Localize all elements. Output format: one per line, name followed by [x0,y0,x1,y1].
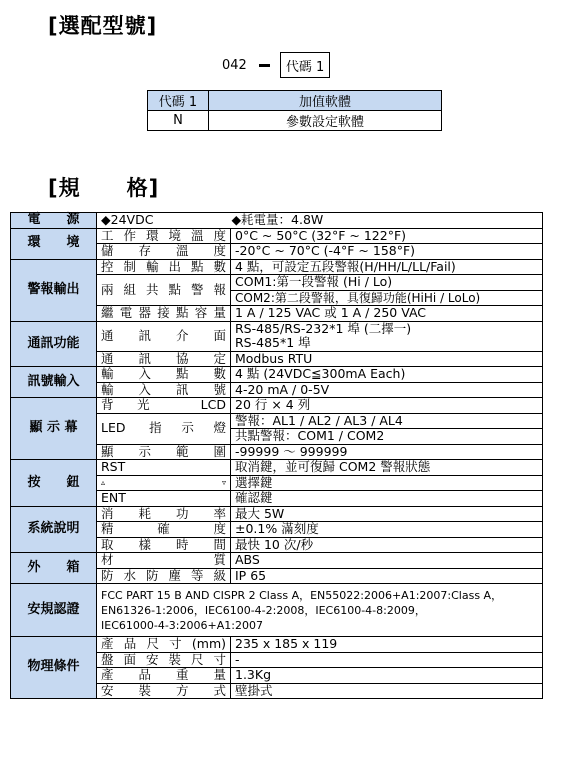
key-label-ent: ENT [97,491,231,507]
cert-line: IEC61000-4-3:2006+A1:2007 [101,618,263,632]
physical-value: 壁掛式 [231,683,543,699]
display-value: 共點警報：COM1 / COM2 [231,429,543,445]
options-header-software: 加值軟體 [209,91,442,111]
comm-label: 通訊協定 [97,351,231,367]
alarm-label: 控制輸出點數 [97,259,231,275]
display-label: 背光 LCD [97,398,231,414]
display-label: LED 指示燈 [97,413,231,444]
options-table [147,90,442,131]
spec-cat-keys: 按 鈕 [11,460,97,507]
physical-value: 1.3Kg [231,668,543,684]
options-cell-software: 參數設定軟體 [209,111,442,131]
spec-cat-physical: 物理條件 [11,637,97,699]
display-value: 警報：AL1 / AL2 / AL3 / AL4 [231,413,543,429]
keys-value: 選擇鍵 [231,475,543,491]
table-row [11,367,543,383]
spec-cat-env: 環 境 [11,228,97,259]
power-consumption: ◆耗電量：4.8W [231,212,324,227]
key-label-arrows [97,475,231,491]
options-cell-code: N [148,111,209,131]
key-label-rst: RST [97,460,231,476]
spec-cat-comm: 通訊功能 [11,321,97,367]
spec-table [10,212,543,699]
env-label: 工作環境溫度 [97,228,231,244]
spec-heading [48,172,159,202]
comm-interface-line1: RS-485/RS-232*1 埠 (二擇一) [235,320,412,336]
spec-cat-cert: 安規認證 [11,584,97,637]
up-arrow-icon: ▵ [101,477,106,487]
table-row [11,321,543,351]
signal-value: 4-20 mA / 0-5V [231,382,543,398]
cert-line: FCC PART 15 B AND CISPR 2 Class A，EN55022:2006+A1:2007:Class A， [101,588,503,602]
physical-label: 盤面安裝尺寸 [97,652,231,668]
case-label: 防水防塵等級 [97,568,231,584]
case-value: ABS [231,553,543,569]
table-row [11,213,543,229]
system-label: 精確度 [97,522,231,538]
spec-cat-case: 外 箱 [11,553,97,584]
signal-value: 4 點 (24VDC≦300mA Each) [231,367,543,383]
system-value: ±0.1% 滿刻度 [231,522,543,538]
comm-label: 通訊介面 [97,321,231,351]
alarm-value: COM2:第二段警報，具復歸功能(HiHi / LoLo) [231,290,543,306]
down-arrow-icon: ▿ [221,477,226,487]
options-header-code: 代碼 1 [148,91,209,111]
table-row [11,637,543,653]
model-code-box: 代碼 1 [280,52,330,78]
table-row [11,259,543,275]
cert-value [97,584,543,637]
power-voltage: ◆24VDC [101,212,154,227]
keys-value: 取消鍵，並可復歸 COM2 警報狀態 [231,460,543,476]
system-label: 取樣時間 [97,537,231,553]
spec-power-value [97,213,543,229]
env-label: 儲存溫度 [97,244,231,260]
table-row [11,506,543,522]
comm-value: Modbus RTU [231,351,543,367]
system-value: 最大 5W [231,506,543,522]
physical-label: 產品重量 [97,668,231,684]
model-dash [259,64,270,67]
keys-value: 確認鍵 [231,491,543,507]
case-value: IP 65 [231,568,543,584]
spec-cat-alarm: 警報輸出 [11,259,97,321]
cert-line: EN61326-1:2006，IEC6100-4-2:2008，IEC6100-4-8:2009， [101,603,426,617]
signal-label: 輸入訊號 [97,382,231,398]
model-prefix: 042 [222,57,247,73]
spec-heading-close: 格] [126,176,160,200]
comm-interface-line2: RS-485*1 埠 [235,335,311,350]
alarm-value: COM1:第一段警報 (Hi / Lo) [231,275,543,291]
physical-label: 安裝方式 [97,683,231,699]
physical-value: 235 x 185 x 119 [231,637,543,653]
alarm-label: 兩組共點警報 [97,275,231,306]
system-label: 消耗功率 [97,506,231,522]
table-row [11,584,543,637]
alarm-label: 繼電器接點容量 [97,306,231,322]
system-value: 最快 10 次/秒 [231,537,543,553]
physical-label: 產品尺寸(mm) [97,637,231,653]
display-value: 20 行 × 4 列 [231,398,543,414]
comm-value [231,321,543,351]
signal-label: 輸入點數 [97,367,231,383]
table-row [148,111,442,131]
spec-cat-display: 顯 示 幕 [11,398,97,460]
alarm-value: 4 點，可設定五段警報(H/HH/L/LL/Fail) [231,259,543,275]
display-label: 顯示範圍 [97,444,231,460]
spec-cat-signal: 訊號輸入 [11,367,97,398]
case-label: 材質 [97,553,231,569]
env-value: 0°C ~ 50°C (32°F ~ 122°F) [231,228,543,244]
env-value: -20°C ~ 70°C (-4°F ~ 158°F) [231,244,543,260]
spec-cat-system: 系統說明 [11,506,97,553]
table-row [11,228,543,244]
model-code [222,52,330,78]
table-row [11,460,543,476]
select-heading: [選配型號] [48,14,158,38]
spec-heading-open: [規 [48,176,81,200]
physical-value: - [231,652,543,668]
table-row [11,553,543,569]
table-row [11,398,543,414]
alarm-value: 1 A / 125 VAC 或 1 A / 250 VAC [231,306,543,322]
spec-cat-power: 電 源 [11,213,97,229]
display-value: -99999 ～ 999999 [231,444,543,460]
